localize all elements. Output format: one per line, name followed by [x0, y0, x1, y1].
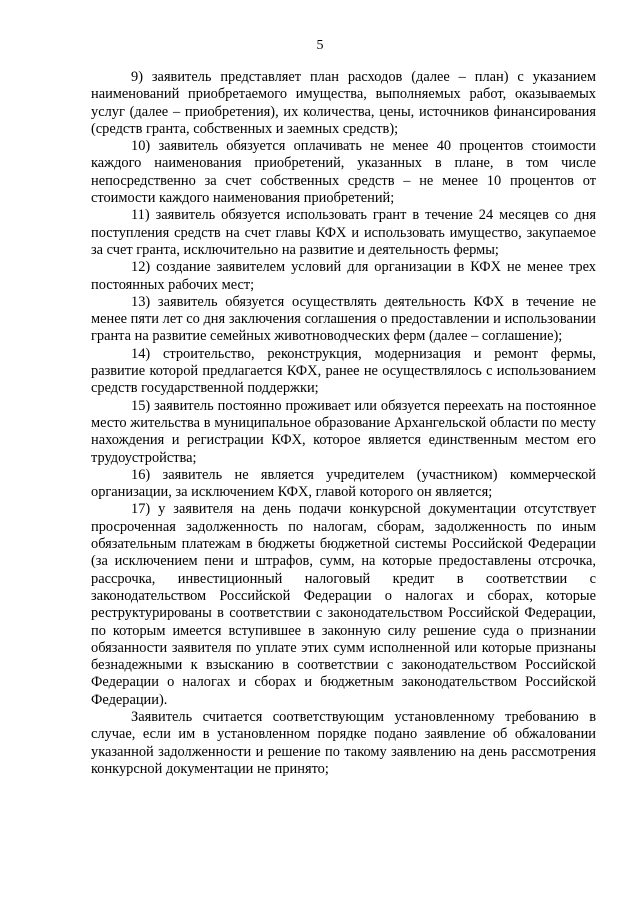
paragraph-item-10: 10) заявитель обязуется оплачивать не менее 40 процентов стоимости каждого наименования приобретений, указанных в плане, в том числе непосредственно за счет собственных средств – не менее 10 процентов от стоимости каждого наименования приобретений; — [91, 138, 596, 207]
paragraph-applicant-compliance: Заявитель считается соответствующим установленному требованию в случае, если им в установленном порядке подано заявление об обжаловании указанной задолженности и решение по такому заявлению на день рассмотрения конкурсной документации не принято; — [91, 708, 596, 777]
paragraph-item-14: 14) строительство, реконструкция, модернизация и ремонт фермы, развитие которой предлагается КФХ, ранее не осуществлялось с использованием средств государственной поддержки; — [91, 345, 596, 397]
paragraph-item-15: 15) заявитель постоянно проживает или обязуется переехать на постоянное место жительства в муниципальное образование Архангельской области по месту нахождения и регистрации КФХ, которое является единственным местом его трудоустройства; — [91, 397, 596, 466]
page-number: 5 — [316, 38, 324, 53]
document-body — [91, 69, 596, 778]
paragraph-item-11: 11) заявитель обязуется использовать грант в течение 24 месяцев со дня поступления средств на счет главы КФХ и использовать имущество, закупаемое за счет гранта, исключительно на развитие и деятельность фермы; — [91, 207, 596, 258]
paragraph-item-16: 16) заявитель не является учредителем (участником) коммерческой организации, за исключением КФХ, главой которого он является; — [91, 466, 596, 501]
paragraph-item-13: 13) заявитель обязуется осуществлять деятельность КФХ в течение не менее пяти лет со дня заключения соглашения о предоставлении и использовании гранта на развитие семейных животноводческих ферм (далее – соглашение); — [91, 293, 596, 345]
paragraph-item-17: 17) у заявителя на день подачи конкурсной документации отсутствует просроченная задолженность по налогам, сборам, задолженность по иным обязательным платежам в бюджеты бюджетной системы Российской Федерации (за исключением пени и штрафов, сумм, на которые предоставлены отсрочка, рассрочка, инвестиционный налоговый кредит в соответствии с законодательством Российской Федерации о налогах и сборах, которые реструктурированы в соответствии с законодательством Российской Федерации, по которым имеется вступившее в законную силу решение суда о признании обязанности заявителя по уплате этих сумм исполненной или которые признаны безнадежными к взысканию в соответствии с законодательством Российской Федерации о налогах и сборах и бюджетным законодательством Российской Федерации). — [91, 501, 596, 708]
paragraph-item-12: 12) создание заявителем условий для организации в КФХ не менее трех постоянных рабочих мест; — [91, 259, 596, 293]
paragraph-item-9: 9) заявитель представляет план расходов (далее – план) с указанием наименований приобретаемого имущества, выполняемых работ, оказываемых услуг (далее – приобретения), их количества, цены, источников финансирования (средств гранта, собственных и заемных средств); — [91, 69, 596, 137]
